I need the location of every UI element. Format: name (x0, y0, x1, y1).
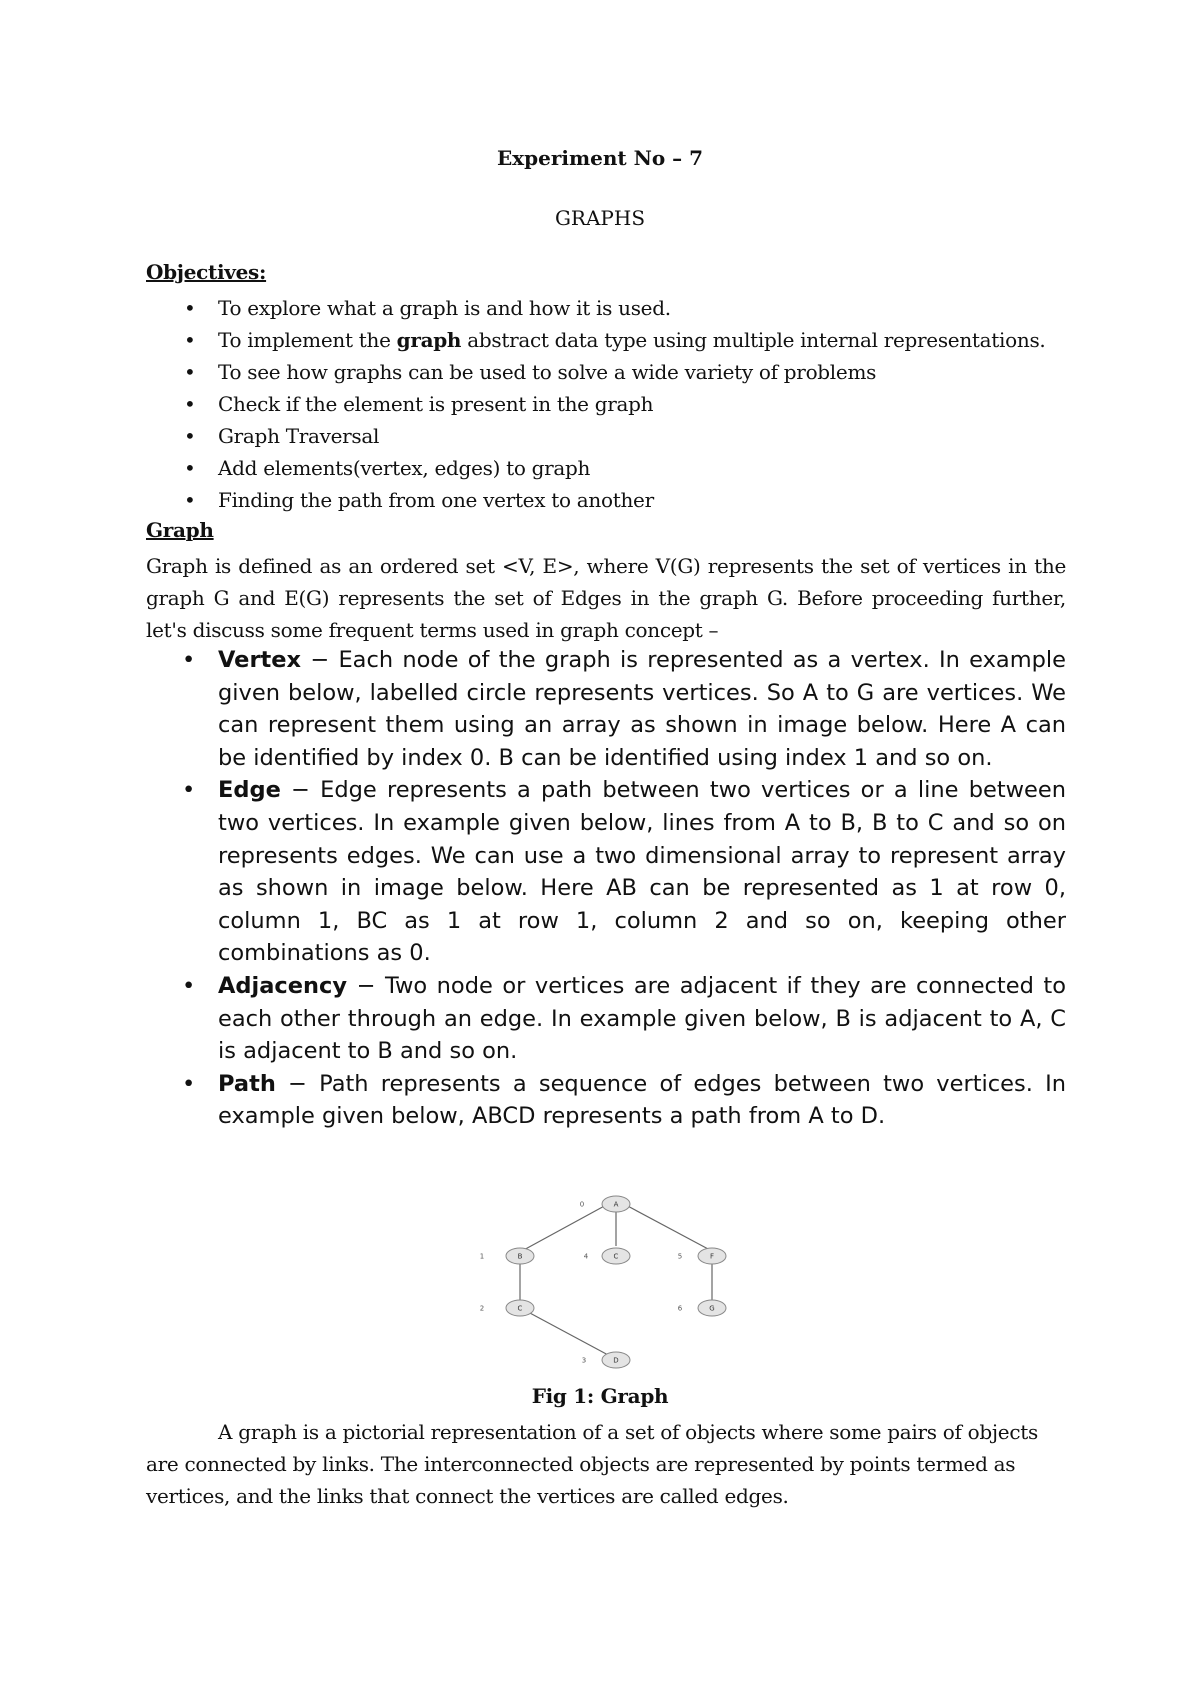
vertex-index: 6 (677, 1304, 683, 1313)
edge-a-b (520, 1204, 608, 1252)
closing-paragraph: A graph is a pictorial representation of a set of objects where some pairs of objects are connected by links. The interconnected objects are represented by points termed as vertices, and the links that connect the vertices are called edges. (146, 1420, 1038, 1508)
edge-a-f (624, 1204, 710, 1250)
objective-item: • Graph Traversal (146, 420, 1066, 452)
term-name: Path (218, 1070, 276, 1097)
vertex-index: 4 (583, 1252, 589, 1261)
term-description: − Two node or vertices are adjacent if they are connected to each other through an edge. In example given below, B is adjacent to A, C is adjacent to B and so on. (218, 972, 1066, 1065)
figure-caption: Fig 1: Graph (531, 1384, 669, 1408)
vertex-index: 2 (479, 1304, 485, 1313)
vertex-label: A (613, 1200, 619, 1209)
topic-title: GRAPHS (554, 206, 646, 230)
term-name: Adjacency (218, 972, 348, 999)
objectives-list (146, 292, 1066, 516)
experiment-title: Experiment No – 7 (496, 146, 704, 170)
objective-item: • To implement the graph abstract data type using multiple internal representations. (146, 324, 1066, 356)
vertex-index: 1 (479, 1252, 485, 1261)
terms-list (146, 644, 1066, 1133)
graph-figure (470, 1190, 760, 1380)
term-item-path (146, 1068, 1066, 1133)
term-name: Vertex (218, 647, 302, 673)
vertex-label: G (709, 1304, 715, 1313)
objective-item: • Finding the path from one vertex to another (146, 484, 1066, 516)
vertex-node (678, 1300, 726, 1316)
vertex-index: 5 (677, 1252, 683, 1261)
vertex-node (678, 1248, 726, 1264)
objective-item: • To explore what a graph is and how it is used. (146, 292, 1066, 324)
vertex-node (480, 1300, 534, 1316)
vertex-label: B (517, 1252, 523, 1261)
objective-item: • To see how graphs can be used to solve a wide variety of problems (146, 356, 1066, 388)
vertex-label: C (613, 1252, 619, 1261)
vertex-index: 3 (581, 1356, 587, 1365)
objective-item: • Check if the element is present in the graph (146, 388, 1066, 420)
term-description: − Each node of the graph is represented as a vertex. In example given below, labelled circle represents vertices. So A to G are vertices. We can represent them using an array as shown in image below. Here A can be identified by index 0. B can be identified using index 1 and so on. (218, 647, 1066, 771)
term-item-adjacency (146, 970, 1066, 1068)
graph-nodes (480, 1196, 726, 1368)
vertex-label: D (613, 1356, 619, 1365)
vertex-label: F (709, 1252, 715, 1261)
vertex-node (580, 1196, 630, 1212)
edge-c2-d (528, 1312, 610, 1356)
vertex-node (584, 1248, 630, 1264)
objectives-heading: Objectives: (146, 260, 267, 284)
graph-definition: Graph is defined as an ordered set <V, E>, where V(G) represents the set of vertices in the graph G and E(G) represents the set of Edges in the graph G. Before proceeding further, let's discuss some frequent terms used in graph concept – (146, 554, 1066, 642)
graph-heading: Graph (146, 518, 214, 542)
vertex-node (480, 1248, 534, 1264)
graph-edges (517, 1204, 715, 1356)
term-name: Edge (218, 777, 281, 804)
vertex-index: 0 (579, 1200, 585, 1209)
objective-item: • Add elements(vertex, edges) to graph (146, 452, 1066, 484)
vertex-node (582, 1352, 630, 1368)
term-description: − Path represents a sequence of edges between two vertices. In example given below, ABCD represents a path from A to D. (218, 1070, 1066, 1130)
vertex-label: C (517, 1304, 523, 1313)
term-description: − Edge represents a path between two vertices or a line between two vertices. In example given below, lines from A to B, B to C and so on represents edges. We can use a two dimensional array to represent array as shown in image below. Here AB can be represented as 1 at row 0, column 1, BC as 1 at row 1, column 2 and so on, keeping other combinations as 0. (218, 777, 1066, 967)
term-item-vertex (146, 644, 1066, 774)
term-item-edge (146, 774, 1066, 970)
